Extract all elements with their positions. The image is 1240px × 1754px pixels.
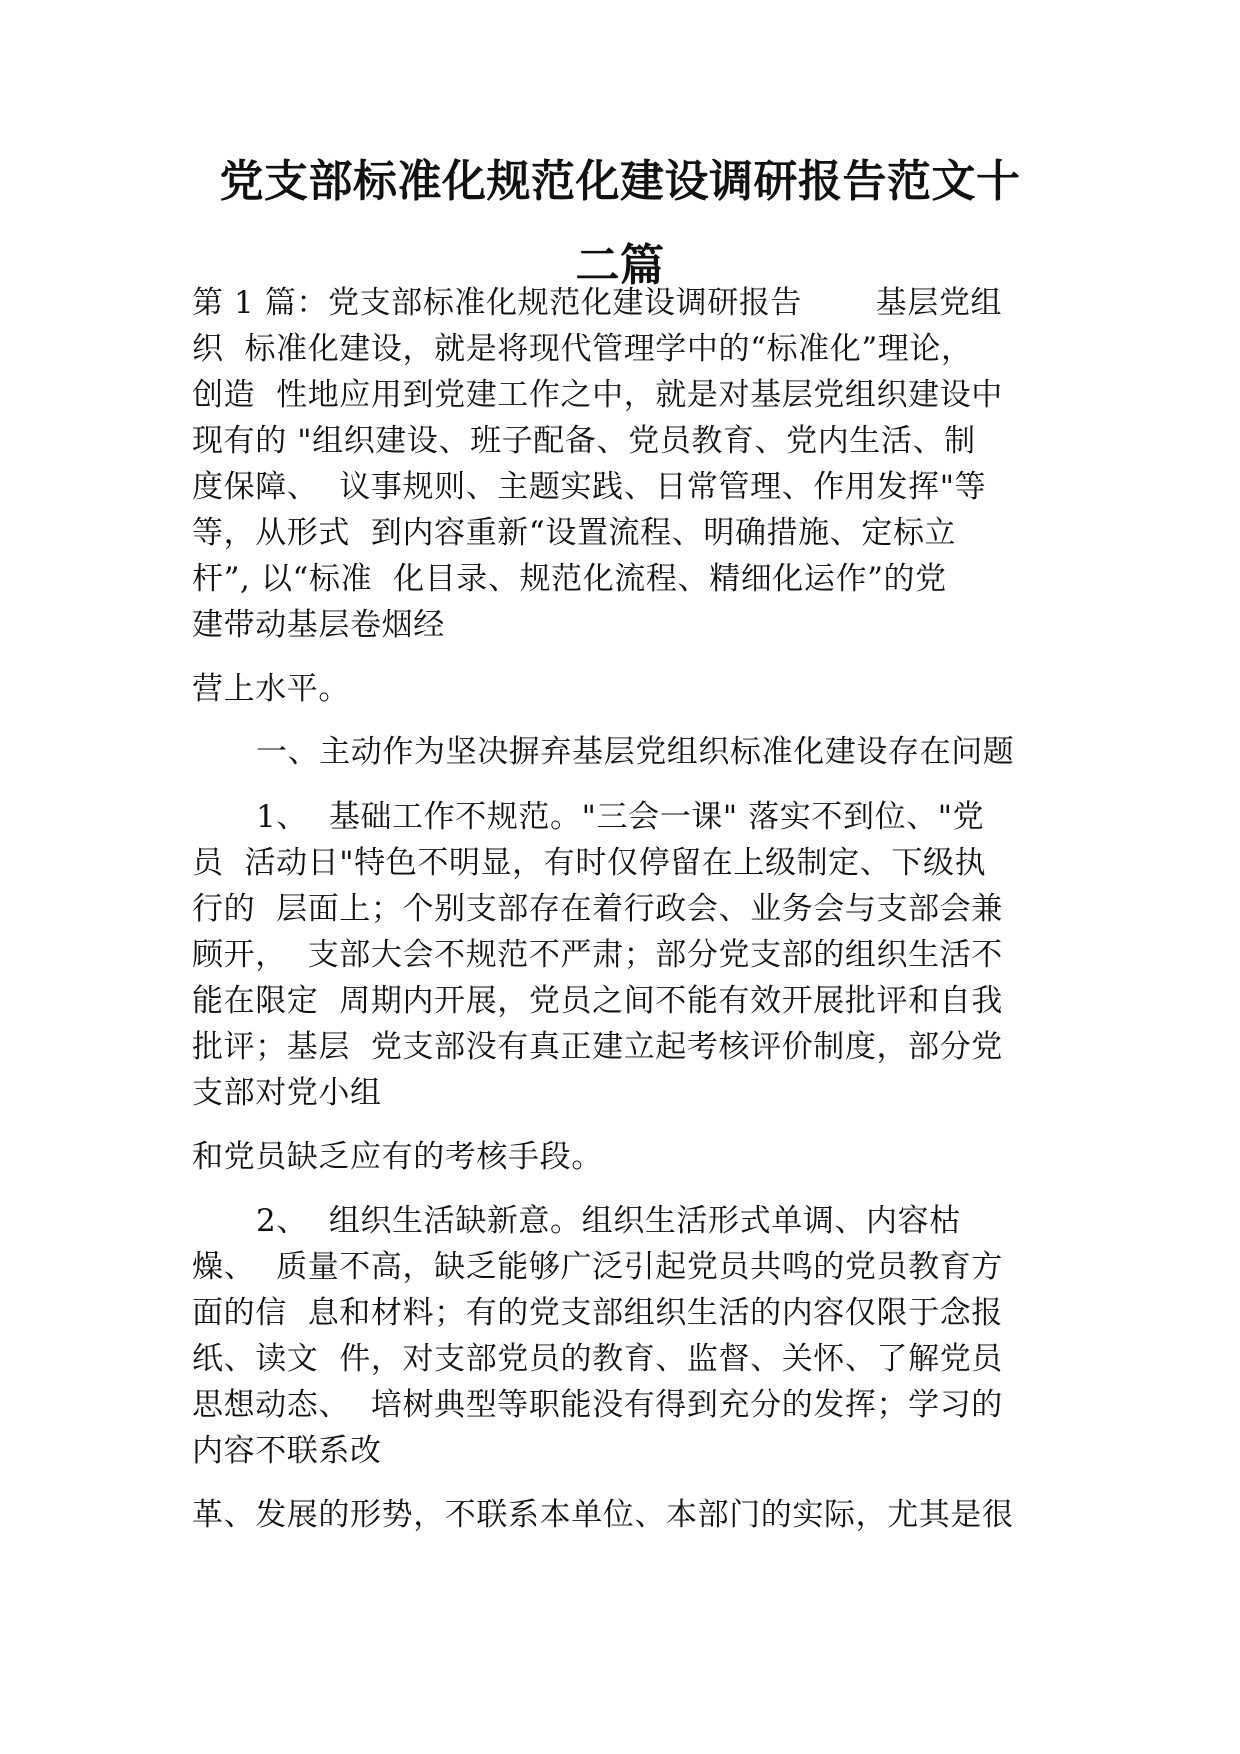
body-line-18: 和党员缺乏应有的考核手段。 — [192, 1139, 603, 1175]
body-line-7: 杆”, 以“标准 化目录、规范化流程、精细化运作”的党 — [192, 561, 947, 597]
body-line-3: 创造 性地应用到党建工作之中，就是对基层党组织建设中 — [192, 377, 1003, 413]
body-line-15: 能在限定 周期内开展，党员之间不能有效开展批评和自我 — [192, 983, 1003, 1019]
body-line-21: 面的信 息和材料；有的党支部组织生活的内容仅限于念报 — [192, 1295, 1003, 1331]
body-line-16: 批评；基层 党支部没有真正建立起考核评价制度，部分党 — [192, 1029, 1003, 1065]
body-line-1: 第 1 篇：党支部标准化规范化建设调研报告 基层党组 — [192, 285, 1003, 321]
body-line-20: 燥、 质量不高，缺乏能够广泛引起党员共鸣的党员教育方 — [192, 1249, 1003, 1285]
body-line-19: 2、 组织生活缺新意。组织生活形式单调、内容枯 — [256, 1203, 961, 1239]
body-line-17: 支部对党小组 — [192, 1075, 382, 1111]
body-line-23: 思想动态、 培树典型等职能没有得到充分的发挥；学习的 — [192, 1387, 1003, 1423]
body-line-25: 革、发展的形势，不联系本单位、本部门的实际，尤其是很 — [192, 1497, 1014, 1533]
body-line-8: 建带动基层卷烟经 — [192, 607, 445, 643]
body-line-2: 织 标准化建设，就是将现代管理学中的“标准化”理论， — [192, 331, 973, 367]
document-title-line-2: 二篇 — [575, 240, 665, 291]
document-title-line-1: 党支部标准化规范化建设调研报告范文十 — [219, 156, 1021, 207]
section-heading-1: 一、主动作为坚决摒弃基层党组织标准化建设存在问题 — [256, 734, 1015, 770]
body-line-5: 度保障、 议事规则、主题实践、日常管理、作用发挥"等 — [192, 469, 987, 505]
body-line-14: 顾开， 支部大会不规范不严肃；部分党支部的组织生活不 — [192, 937, 1003, 973]
body-line-22: 纸、读文 件，对支部党员的教育、监督、关怀、了解党员 — [192, 1341, 1003, 1377]
body-line-13: 行的 层面上；个别支部存在着行政会、业务会与支部会兼 — [192, 891, 1003, 927]
body-line-4: 现有的 "组织建设、班子配备、党员教育、党内生活、制 — [192, 423, 976, 459]
body-line-11: 1、 基础工作不规范。"三会一课" 落实不到位、"党 — [256, 799, 985, 835]
body-line-24: 内容不联系改 — [192, 1433, 382, 1469]
body-line-6: 等，从形式 到内容重新“设置流程、明确措施、定标立 — [192, 515, 957, 551]
body-line-12: 员 活动日"特色不明显，有时仅停留在上级制定、下级执 — [192, 845, 987, 881]
body-line-9: 营上水平。 — [192, 671, 350, 707]
